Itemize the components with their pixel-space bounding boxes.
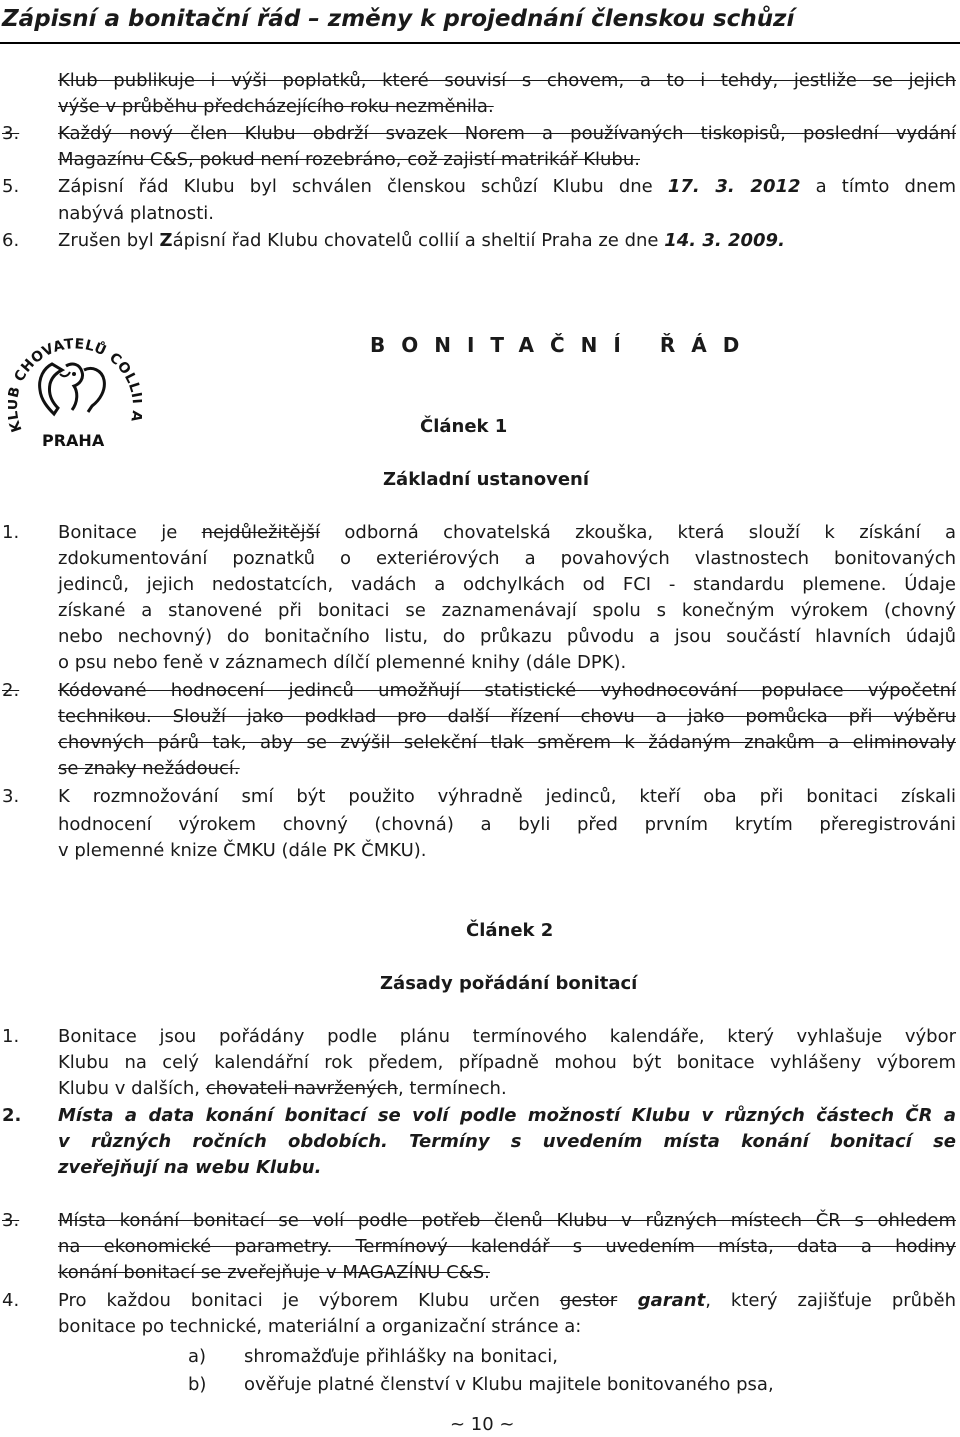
sublist-item: ověřuje platné členství v Klubu majitele bonitovaného psa, (244, 1374, 774, 1395)
paragraph-line: Kódované hodnocení jedinců umožňují statistické vyhodnocování populace výpočetní (58, 680, 956, 701)
text-run: , termínech. (397, 1078, 507, 1099)
text-run: ápisní řad Klubu chovatelů collií a sheltií Praha ze dne (172, 230, 665, 251)
emphasized-text: garant (617, 1290, 706, 1311)
paragraph-line: K rozmnožování smí být použito výhradně jedinců, kteří oba při bonitaci získali (58, 786, 956, 807)
text-run: , který zajišťuje průběh (705, 1290, 956, 1311)
club-logo-graphic (8, 312, 142, 460)
header-divider (0, 42, 960, 44)
paragraph-line: o psu nebo feně v záznamech dílčí plemenné knihy (dále DPK). (58, 652, 627, 673)
list-number: 4. (2, 1290, 20, 1311)
sublist-label: a) (188, 1346, 207, 1367)
paragraph-line: Místa a data konání bonitací se volí podle možností Klubu v různých částech ČR a (58, 1105, 956, 1126)
article-heading: Článek 1 (420, 416, 508, 437)
list-number: 2. (2, 1105, 22, 1126)
struck-text: chovateli navržených (205, 1078, 398, 1099)
paragraph-line: Bonitace jsou pořádány podle plánu termínového kalendáře, který vyhlašuje výbor (58, 1026, 956, 1047)
paragraph-line: technikou. Slouží jako podklad pro další řízení chovu a jako pomůcka při výběru (58, 706, 956, 727)
list-number: 2. (2, 680, 20, 701)
paragraph-line: Místa konání bonitací se volí podle potřeb členů Klubu v různých místech ČR s ohledem (58, 1210, 956, 1231)
paragraph-line: Klub publikuje i výši poplatků, které souvisí s chovem, a to i tehdy, jestliže se jejich (58, 70, 956, 91)
text-run: a tímto dnem (800, 176, 956, 197)
page-header (0, 0, 960, 46)
text-run: Z (159, 230, 173, 251)
text-run: Bonitace je (58, 522, 202, 543)
paragraph-line: zveřejňují na webu Klubu. (58, 1157, 322, 1178)
repeal-date: 14. 3. 2009. (664, 230, 785, 251)
paragraph-line (58, 1076, 507, 1102)
struck-text: gestor (559, 1290, 618, 1311)
paragraph-line: zdokumentování poznatků o exteriérových a povahových vlastnostech bonitovaných (58, 548, 956, 569)
text-run: odborná chovatelská zkouška, která slouží k získání a (320, 522, 956, 543)
page-number: ~ 10 ~ (450, 1414, 515, 1435)
list-number: 5. (2, 176, 20, 197)
paragraph-line (58, 1288, 956, 1314)
article-subheading: Zásady pořádání bonitací (380, 973, 638, 994)
paragraph-line: získané a stanovené při bonitaci se zaznamenávají spolu s konečným výrokem (chovný (58, 600, 956, 621)
text-run: Zápisní řád Klubu byl schválen členskou schůzí Klubu dne (58, 176, 668, 197)
paragraph-line (58, 174, 956, 200)
paragraph-line: výše v průběhu předcházejícího roku nezměnila. (58, 96, 494, 117)
list-number: 1. (2, 1026, 20, 1047)
sublist-item: shromažďuje přihlášky na bonitaci, (244, 1346, 558, 1367)
club-logo (8, 312, 142, 460)
paragraph-line: konání bonitací se zveřejňuje v MAGAZÍNU C&S. (58, 1262, 490, 1283)
paragraph-line: hodnocení výrokem chovný (chovná) a byli před prvním krytím přeregistrováni (58, 814, 956, 835)
text-run: Zrušen byl (58, 230, 160, 251)
list-number: 3. (2, 786, 20, 807)
document-title: BONITAČNÍ ŘÁD (370, 333, 756, 357)
text-run: Pro každou bonitaci je výborem Klubu určen (58, 1290, 560, 1311)
struck-text: nejdůležitější (201, 522, 321, 543)
paragraph-line: chovných párů tak, aby se zvýšil selekční tlak směrem k žádaným znakům a eliminovaly (58, 732, 956, 753)
paragraph-line: v různých ročních obdobích. Termíny s uvedením místa konání bonitací se (58, 1131, 956, 1152)
logo-arc-text: K CHOVATELŮ COLL (8, 336, 142, 435)
paragraph-line: jedinců, jejich nedostatcích, vadách a odchylkách od FCI - standardu plemene. Údaje (58, 574, 956, 595)
approval-date: 17. 3. 2012 (667, 176, 801, 197)
list-number: 6. (2, 230, 20, 251)
paragraph-line: bonitace po technické, materiální a organizační stránce a: (58, 1316, 582, 1337)
text-run: Klubu v dalších, (58, 1078, 206, 1099)
list-number: 3. (2, 123, 20, 144)
paragraph-line: v plemenné knize ČMKU (dále PK ČMKU). (58, 840, 427, 861)
sublist-label: b) (188, 1374, 207, 1395)
paragraph-line (58, 520, 956, 546)
paragraph-line: Magazínu C&S, pokud není rozebráno, což zajistí matrikář Klubu. (58, 149, 640, 170)
paragraph-line: se znaky nežádoucí. (58, 758, 240, 779)
article-heading: Článek 2 (466, 920, 554, 941)
paragraph-line: na ekonomické parametry. Termínový kalendář s uvedením místa, data a hodiny (58, 1236, 956, 1257)
list-number: 3. (2, 1210, 20, 1231)
paragraph-line: nebo nechovný) do bonitačního listu, do průkazu původu a jsou součástí hlavních údajů (58, 626, 956, 647)
paragraph-line: Klubu na celý kalendářní rok předem, případně mohou být bonitace vyhlášeny výborem (58, 1052, 956, 1073)
paragraph-line: Každý nový člen Klubu obdrží svazek Norem a používaných tiskopisů, poslední vydání (58, 123, 956, 144)
page-title: Zápisní a bonitační řád – změny k projednání členskou schůzí (2, 6, 795, 32)
paragraph-line (58, 228, 785, 254)
list-number: 1. (2, 522, 20, 543)
logo-bottom-text: PRAHA (42, 431, 105, 450)
paragraph-line: nabývá platnosti. (58, 203, 215, 224)
article-subheading: Základní ustanovení (383, 469, 590, 490)
